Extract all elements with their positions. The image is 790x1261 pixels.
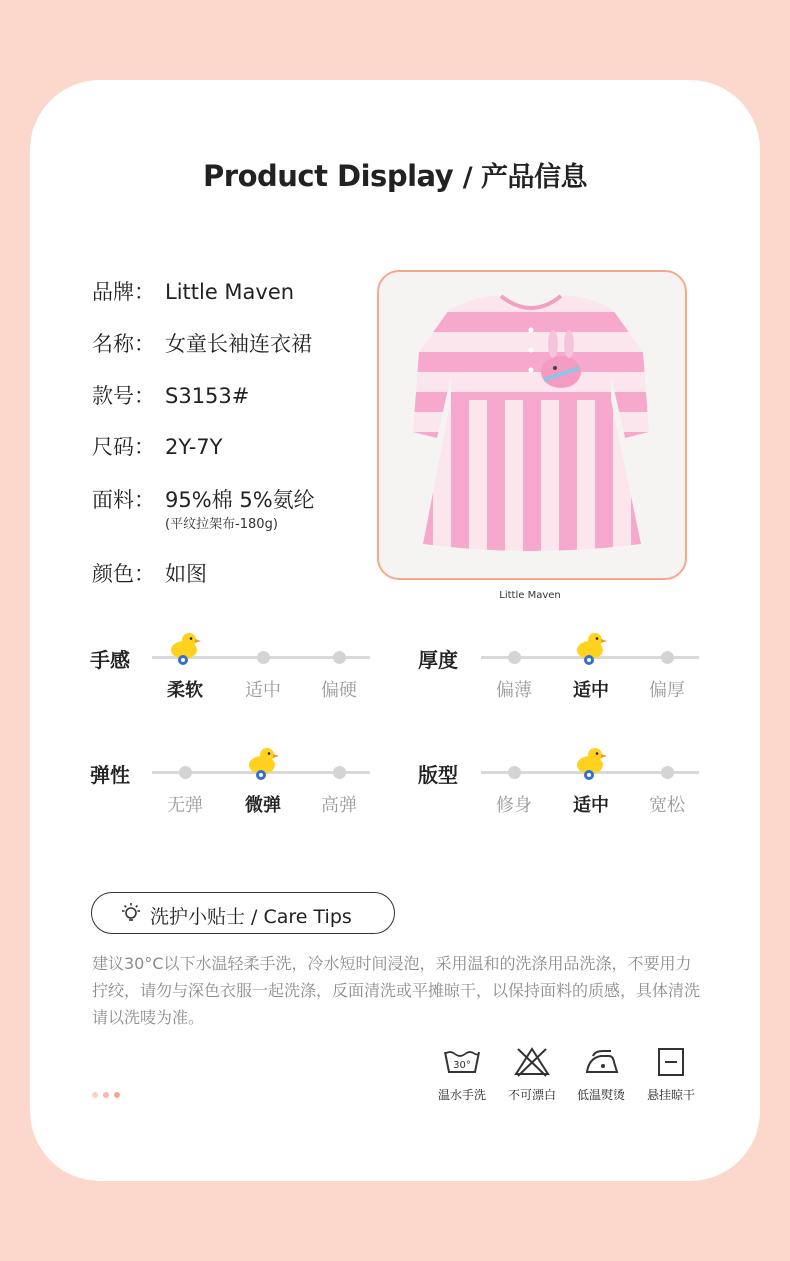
care-icon-label: 不可漂白 <box>507 1088 556 1102</box>
info-value: 女童长袖连衣裙 <box>165 332 312 356</box>
low-iron-icon <box>581 1046 621 1078</box>
rating-option: 适中 <box>573 795 609 816</box>
info-key: 尺码： <box>92 435 155 459</box>
info-key: 款号： <box>92 384 155 408</box>
care-icon-hang-dry <box>636 1046 706 1103</box>
page-indicator-dot <box>114 1092 120 1098</box>
info-value: 如图 <box>165 562 207 586</box>
rating-option: 修身 <box>496 795 532 816</box>
care-icon-label: 温水手洗 <box>437 1088 486 1102</box>
info-value: Little Maven <box>165 280 295 304</box>
duck-marker-icon <box>574 630 608 666</box>
fabric-note: (平纹拉架布-180g) <box>165 517 278 532</box>
lightbulb-icon <box>120 902 142 928</box>
rating-dot <box>508 766 521 779</box>
care-icon-hand-wash <box>427 1046 497 1103</box>
info-key: 名称： <box>92 332 155 356</box>
page-title <box>0 155 790 194</box>
rating-dot <box>333 766 346 779</box>
rating-option: 微弹 <box>245 795 281 816</box>
care-icon-low-iron <box>566 1046 636 1103</box>
rating-option: 偏薄 <box>496 680 532 701</box>
info-row-size <box>92 431 222 461</box>
duck-marker-icon <box>574 745 608 781</box>
rating-dot <box>257 651 270 664</box>
rating-label: 厚度 <box>418 648 458 672</box>
info-value: 2Y-7Y <box>165 435 223 459</box>
info-row-brand <box>92 276 294 306</box>
rating-dot <box>333 651 346 664</box>
photo-caption: Little Maven <box>499 590 561 601</box>
duck-marker-icon <box>168 630 202 666</box>
product-photo <box>377 270 687 580</box>
rating-option: 宽松 <box>649 795 685 816</box>
info-key: 品牌： <box>92 280 155 304</box>
info-key: 颜色： <box>92 562 155 586</box>
rating-dot <box>661 651 674 664</box>
title-sub: / 产品信息 <box>462 162 587 193</box>
info-value: S3153# <box>165 384 250 408</box>
dress-illustration <box>379 272 685 578</box>
rating-label: 版型 <box>418 763 458 787</box>
info-row-fabric <box>92 484 315 514</box>
rating-dot <box>508 651 521 664</box>
rating-dot <box>661 766 674 779</box>
care-icon-no-bleach <box>497 1046 567 1103</box>
duck-marker-icon <box>246 745 280 781</box>
rating-option: 适中 <box>573 680 609 701</box>
info-row-style-no <box>92 380 249 410</box>
rating-option: 无弹 <box>167 795 203 816</box>
rating-option: 高弹 <box>321 795 357 816</box>
info-row-name <box>92 328 312 358</box>
rating-label: 弹性 <box>90 763 130 787</box>
rating-option: 柔软 <box>167 680 203 701</box>
info-row-color <box>92 558 207 588</box>
page-indicator-dot <box>103 1092 109 1098</box>
rating-option: 偏厚 <box>649 680 685 701</box>
rating-option: 偏硬 <box>321 680 357 701</box>
care-icon-label: 低温熨烫 <box>576 1088 625 1102</box>
page-indicator-dot <box>92 1092 98 1098</box>
title-main: Product Display <box>203 159 454 193</box>
care-tips-text: 建议30°C以下水温轻柔手洗，冷水短时间浸泡，采用温和的洗涤用品洗涤，不要用力拧绞，请勿与深色衣服一起洗涤，反面清洗或平摊晾干，以保持面料的质感，具体清洗请以洗唛为准。 <box>92 954 701 1027</box>
info-key: 面料： <box>92 488 155 512</box>
care-tips-title: 洗护小贴士 / Care Tips <box>150 906 352 928</box>
rating-option: 适中 <box>245 680 281 701</box>
care-icon-label: 悬挂晾干 <box>646 1088 695 1102</box>
info-value: 95%棉 5%氨纶 <box>165 488 315 512</box>
no-bleach-icon <box>512 1046 552 1078</box>
rating-dot <box>179 766 192 779</box>
care-tips-pill <box>91 892 395 934</box>
hand-wash-30-icon <box>442 1046 482 1078</box>
rating-label: 手感 <box>90 648 130 672</box>
hang-dry-icon <box>651 1046 691 1078</box>
wash-temp-label: 30° <box>453 1060 471 1071</box>
